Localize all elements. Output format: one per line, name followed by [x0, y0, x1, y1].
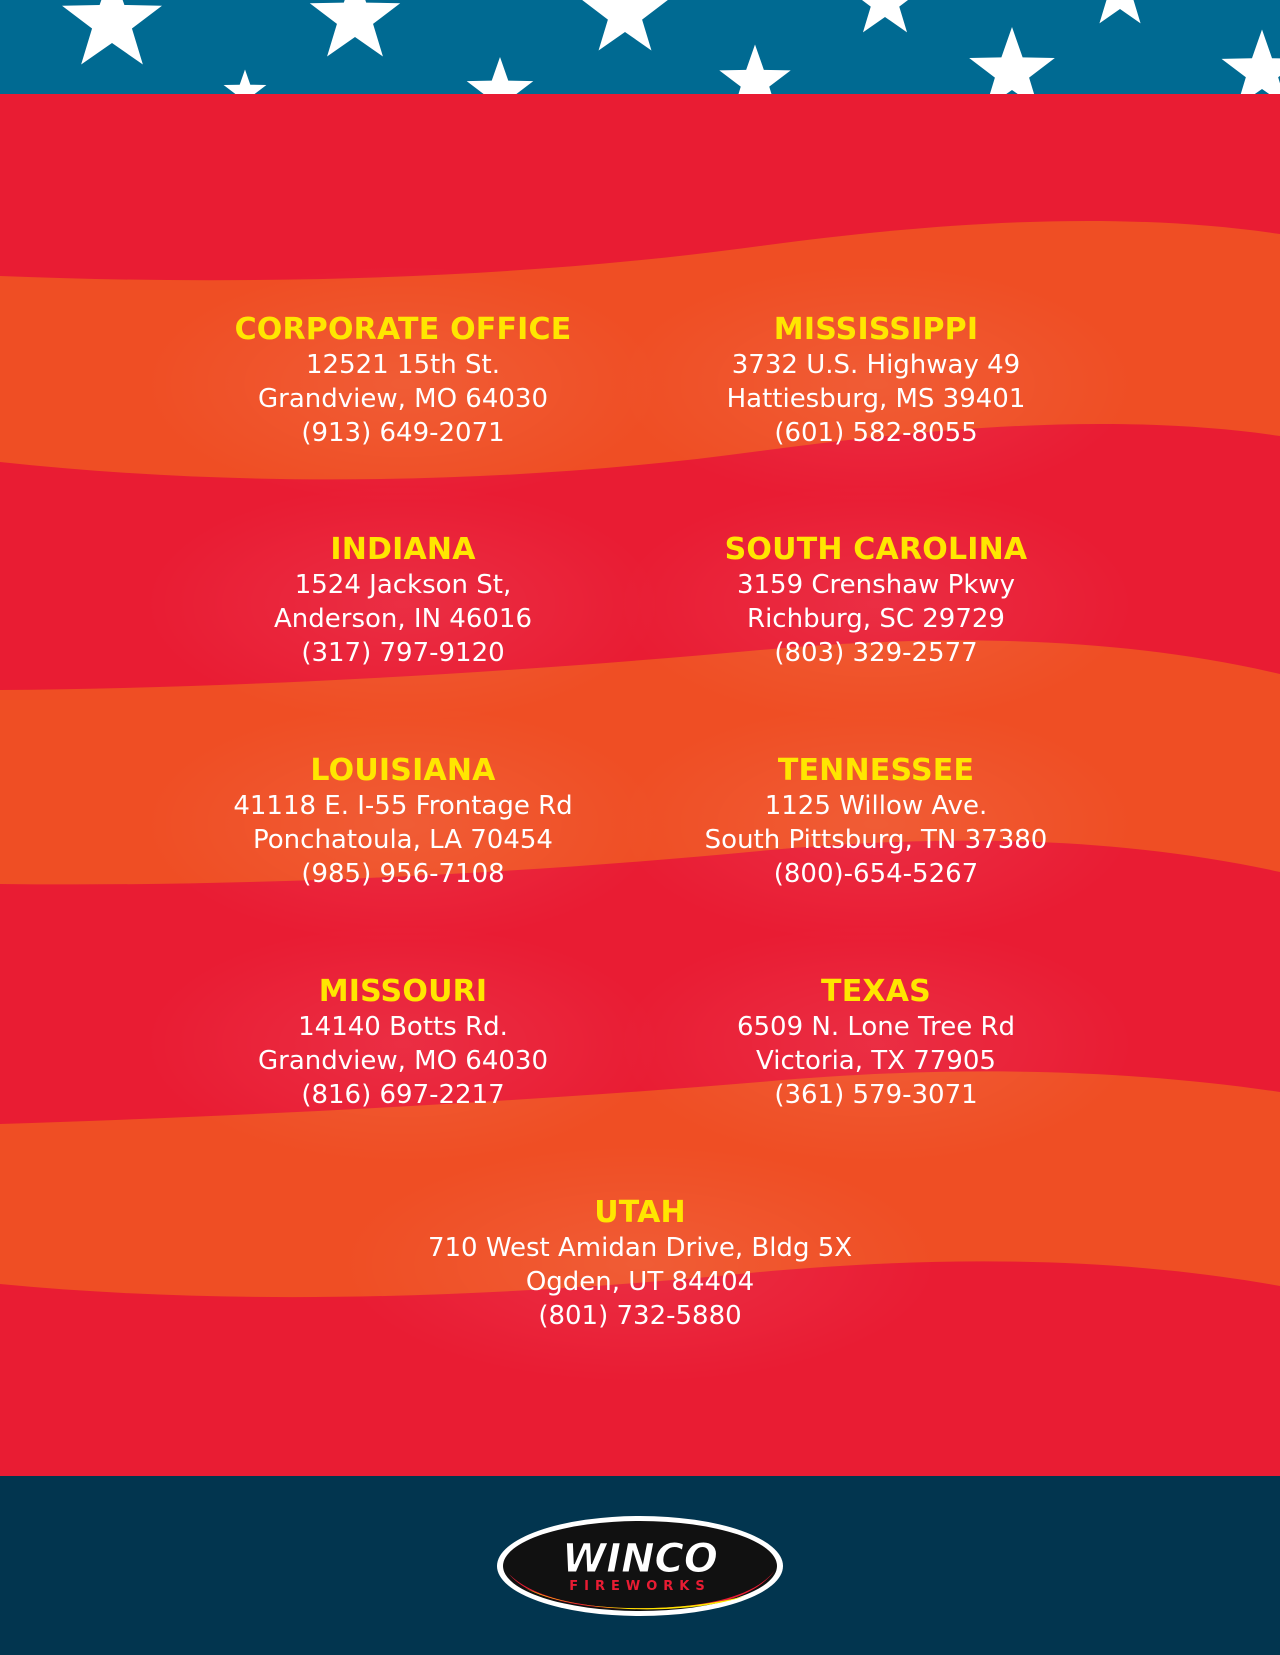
location-city: Grandview, MO 64030 — [257, 384, 549, 414]
location-address: 1125 Willow Ave. — [764, 791, 988, 821]
location-phone: (803) 329-2577 — [774, 638, 978, 668]
logo-subtitle: FIREWORKS — [569, 1579, 711, 1594]
location-city: Ponchatoula, LA 70454 — [253, 825, 553, 855]
location-missouri — [163, 974, 643, 1112]
star-icon — [62, 0, 162, 65]
location-city: South Pittsburg, TN 37380 — [704, 825, 1048, 855]
location-phone: (601) 582-8055 — [774, 418, 978, 448]
location-phone: (985) 956-7108 — [301, 859, 505, 889]
location-title: TENNESSEE — [777, 753, 975, 788]
location-title: SOUTH CAROLINA — [724, 532, 1028, 567]
location-south-carolina — [636, 532, 1116, 670]
star-icon — [224, 70, 267, 95]
location-address: 3159 Crenshaw Pkwy — [736, 570, 1016, 600]
location-louisiana — [163, 753, 643, 891]
location-title: MISSOURI — [318, 974, 488, 1009]
location-city: Hattiesburg, MS 39401 — [726, 384, 1026, 414]
location-phone: (361) 579-3071 — [774, 1080, 978, 1110]
star-banner — [0, 0, 1280, 94]
location-city: Anderson, IN 46016 — [273, 604, 532, 634]
location-title: CORPORATE OFFICE — [234, 312, 572, 347]
star-icon — [849, 0, 920, 32]
star-icon — [310, 0, 400, 56]
star-icon — [582, 0, 668, 50]
location-address: 14140 Botts Rd. — [298, 1012, 508, 1042]
logo-wordmark: WINCO — [562, 1536, 718, 1582]
star-icon — [969, 27, 1055, 94]
winco-fireworks-logo — [495, 1514, 785, 1618]
location-phone: (801) 732-5880 — [538, 1301, 742, 1331]
location-phone: (816) 697-2217 — [301, 1080, 505, 1110]
location-address: 41118 E. I-55 Frontage Rd — [233, 791, 573, 821]
location-address: 3732 U.S. Highway 49 — [731, 350, 1021, 380]
location-city: Grandview, MO 64030 — [257, 1046, 549, 1076]
location-title: MISSISSIPPI — [773, 312, 979, 347]
location-city: Victoria, TX 77905 — [756, 1046, 996, 1076]
location-city: Ogden, UT 84404 — [525, 1267, 755, 1297]
location-tennessee — [636, 753, 1116, 891]
location-indiana — [163, 532, 643, 670]
location-address: 6509 N. Lone Tree Rd — [736, 1012, 1016, 1042]
location-address: 1524 Jackson St, — [294, 570, 512, 600]
location-phone: (913) 649-2071 — [301, 418, 505, 448]
location-title: TEXAS — [821, 974, 931, 1009]
star-icon — [467, 57, 534, 94]
stars-decoration — [0, 0, 1280, 94]
location-phone: (317) 797-9120 — [301, 638, 505, 668]
location-address: 710 West Amidan Drive, Bldg 5X — [427, 1233, 853, 1263]
location-mississippi — [636, 312, 1116, 450]
location-address: 12521 15th St. — [306, 350, 500, 380]
location-city: Richburg, SC 29729 — [747, 604, 1005, 634]
location-title: LOUISIANA — [310, 753, 496, 788]
location-corporate-office — [163, 312, 643, 450]
location-utah — [340, 1195, 940, 1333]
location-title: INDIANA — [330, 532, 476, 567]
star-icon — [1222, 29, 1280, 94]
star-icon — [719, 45, 790, 95]
location-title: UTAH — [594, 1195, 686, 1230]
star-icon — [1087, 0, 1154, 23]
location-phone: (800)-654-5267 — [773, 859, 979, 889]
location-texas — [636, 974, 1116, 1112]
